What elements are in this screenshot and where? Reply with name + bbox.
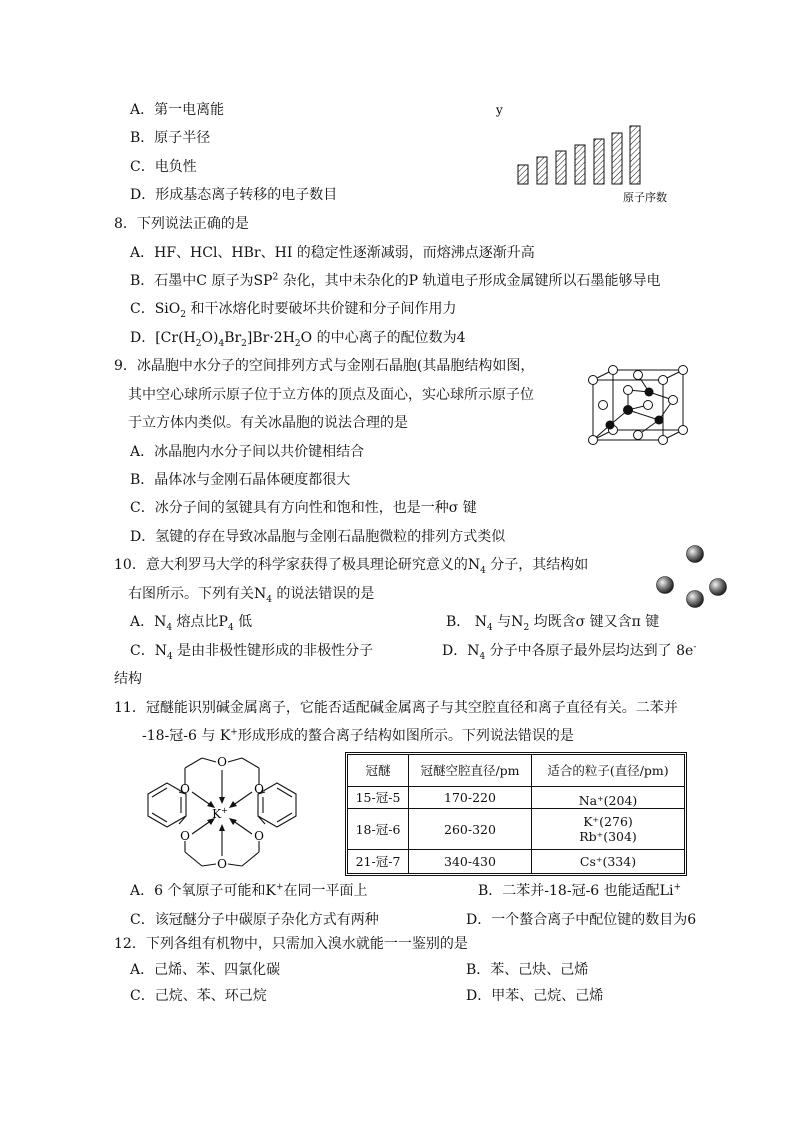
crown-oxygen-upper-right: O (254, 782, 264, 796)
q7-bar-3 (556, 151, 566, 184)
crown-oxygen-lower-right: O (254, 829, 264, 843)
q12-option-b: B．苯、己炔、己烯 (466, 962, 589, 978)
q12-option-d: D．甲苯、己烷、己烯 (466, 988, 604, 1004)
q10-stem-line1: 10．意大利罗马大学的科学家获得了极具理论研究意义的$N_4$ 分子，其结构如 (114, 557, 589, 576)
n4-atom-2 (657, 577, 674, 594)
q9-option-b: B．晶体冰与金刚石晶体硬度都很大 (130, 472, 351, 488)
q8-option-c: C．SiO$_2$ 和干冰熔化时要破坏共价键和分子间作用力 (130, 301, 457, 320)
table-cell: 170-220 (409, 787, 532, 809)
table-row (348, 849, 685, 873)
table-cell: 15-冠-5 (348, 787, 409, 809)
q7-chart-xlabel: 原子序数 (623, 191, 667, 204)
crown-oxygen-lower-left: O (180, 829, 190, 843)
table-header-crown: 冠醚 (348, 755, 409, 787)
q11-option-d: D．一个螯合离子中配位键的数目为6 (466, 912, 697, 928)
table-cell: 18-冠-6 (348, 809, 409, 849)
q10-option-b: B． $N_4$ 与$N_2$ 均既含σ 键又含π 键 (446, 614, 660, 633)
crown-center-ion: K+ (212, 806, 228, 821)
q10-option-c: C．$N_4$ 是由非极性键形成的非极性分子 (130, 643, 374, 662)
q12-stem: 12．下列各组有机物中，只需加入溴水就能一一鉴别的是 (114, 936, 468, 952)
q7-bar-1 (518, 165, 528, 184)
q11-crown-ether-structure (122, 752, 322, 877)
table-header-ions: 适合的粒子(直径/pm) (532, 755, 685, 787)
q7-bar-4 (575, 145, 585, 184)
table-cell: K⁺(276) Rb⁺(304) (532, 809, 685, 849)
table-row (348, 809, 685, 849)
q10-option-a: A．$N_4$ 熔点比$P_4$ 低 (130, 614, 253, 633)
q11-option-a: A．6 个氧原子可能和K+在同一平面上 (130, 882, 368, 899)
table-cell: 260-320 (409, 809, 532, 849)
q9-stem-line3: 于立方体内类似。有关冰晶胞的说法合理的是 (128, 415, 408, 431)
q7-bar-5 (594, 139, 604, 184)
q9-option-d: D．氢键的存在导致冰晶胞与金刚石晶胞微粒的排列方式类似 (130, 529, 506, 545)
table-cell: Na⁺(204) (532, 787, 685, 809)
q11-option-c: C．该冠醚分子中碳原子杂化方式有两种 (130, 912, 379, 928)
table-cell: 21-冠-7 (348, 849, 409, 873)
q7-chart-ylabel: y (496, 103, 503, 117)
q11-option-b: B．二苯并-18-冠-6 也能适配Li+ (478, 882, 681, 899)
q8-option-d: D．$[Cr(H_2O)_4Br_2]Br\cdot 2H_2O$ 的中心离子的配位数为4 (130, 330, 466, 349)
q7-option-b: B．原子半径 (130, 130, 211, 146)
q9-stem-line2: 其中空心球所示原子位于立方体的顶点及面心，实心球所示原子位 (128, 387, 534, 403)
q7-option-c: C．电负性 (130, 159, 197, 175)
q7-bar-chart (490, 98, 690, 208)
crown-oxygen-top: O (217, 755, 227, 769)
q8-option-a: A．HF、HCl、HBr、HI 的稳定性逐渐减弱，而熔沸点逐渐升高 (130, 245, 535, 261)
n4-atom-3 (710, 579, 727, 596)
q10-n4-molecule-figure (648, 540, 734, 612)
q12-option-a: A．己烯、苯、四氯化碳 (130, 962, 281, 978)
q10-option-d-cont: 结构 (114, 671, 142, 687)
table-cell: Cs⁺(334) (532, 849, 685, 873)
q7-bar-7 (630, 126, 640, 184)
n4-atom-4 (687, 591, 704, 608)
q12-option-c: C．己烷、苯、环己烷 (130, 988, 267, 1004)
q11-crown-ether-table (347, 754, 685, 874)
table-header-cavity: 冠醚空腔直径/pm (409, 755, 532, 787)
q9-option-a: A．冰晶胞内水分子间以共价键相结合 (130, 444, 365, 460)
q9-crystal-cell-figure (583, 362, 693, 452)
q8-stem: 8．下列说法正确的是 (114, 216, 249, 232)
q9-stem-line1: 9．冰晶胞中水分子的空间排列方式与金刚石晶胞(其晶胞结构如图， (114, 358, 535, 374)
q11-stem-line1: 11．冠醚能识别碱金属离子，它能否适配碱金属离子与其空腔直径和离子直径有关。二苯并 (114, 700, 678, 716)
crown-oxygen-upper-left: O (180, 782, 190, 796)
table-row (348, 787, 685, 809)
q10-option-d: D．$N_4$ 分子中各原子最外层均达到了 8e- (442, 642, 697, 662)
q7-bar-2 (537, 157, 547, 184)
q8-option-b: B．石墨中C 原子为$SP^2$ 杂化，其中未杂化的P 轨道电子形成金属键所以石墨能够导电 (130, 272, 661, 289)
crown-oxygen-bottom: O (217, 857, 227, 871)
table-cell: 340-430 (409, 849, 532, 873)
q10-stem-line2: 右图所示。下列有关$N_4$ 的说法错误的是 (128, 586, 375, 605)
q7-option-a: A．第一电离能 (130, 102, 225, 118)
n4-atom-1 (687, 546, 704, 563)
q7-bar-6 (612, 133, 622, 184)
q7-option-d: D．形成基态离子转移的电子数目 (130, 187, 338, 203)
q11-stem-line2: -18-冠-6 与 K+形成形成的螯合离子结构如图所示。下列说法错误的是 (142, 727, 574, 744)
q9-option-c: C．冰分子间的氢键具有方向性和饱和性，也是一种σ 键 (130, 500, 477, 516)
